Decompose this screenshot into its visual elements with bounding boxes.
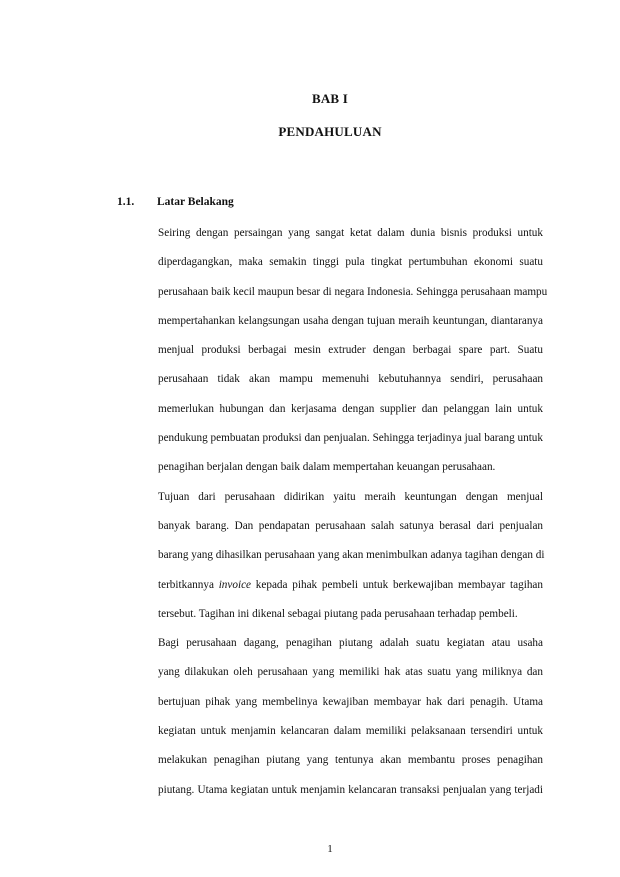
- section-heading: [117, 196, 234, 208]
- text-line: Bagi perusahaan dagang, penagihan piutang adalah suatu kegiatan atau usaha: [158, 637, 543, 650]
- text-line: menjual produksi berbagai mesin extruder dengan berbagai spare part. Suatu: [158, 344, 543, 357]
- page-number: 1: [327, 843, 333, 855]
- text-line: Tujuan dari perusahaan didirikan yaitu meraih keuntungan dengan menjual: [158, 490, 543, 503]
- text-line: piutang. Utama kegiatan untuk menjamin kelancaran transaksi penjualan yang terjadi: [158, 783, 543, 796]
- text-line: Seiring dengan persaingan yang sangat ketat dalam dunia bisnis produksi untuk: [158, 227, 543, 239]
- text-line: kegiatan untuk menjamin kelancaran dalam memiliki pelaksanaan tersendiri untuk: [158, 725, 543, 738]
- paragraph: [117, 219, 548, 483]
- section-title: Latar Belakang: [157, 196, 234, 208]
- text-line: bertujuan pihak yang membelinya kewajiban membayar hak dari penagih. Utama: [158, 695, 543, 708]
- chapter-heading: BAB I: [311, 91, 349, 106]
- paragraph: [117, 483, 543, 629]
- text-line: yang dilakukan oleh perusahaan yang memiliki hak atas suatu yang miliknya dan: [158, 666, 543, 679]
- text-line: banyak barang. Dan pendapatan perusahaan salah satunya berasal dari penjualan: [158, 519, 543, 532]
- paragraph: [117, 629, 543, 805]
- text-line: tersebut. Tagihan ini dikenal sebagai piutang pada perusahaan terhadap pembeli.: [158, 607, 518, 620]
- text-line: pendukung pembuatan produksi dan penjualan. Sehingga terjadinya jual barang untuk: [158, 432, 543, 445]
- text-line: penagihan berjalan dengan baik dalam mempertahan keuangan perusahaan.: [158, 461, 496, 474]
- text-line: terbitkannya invoice kepada pihak pembeli untuk berkewajiban membayar tagihan: [158, 578, 543, 591]
- text-line: diperdagangkan, maka semakin tinggi pula tingkat pertumbuhan ekonomi suatu: [158, 256, 543, 269]
- text-line: barang yang dihasilkan perusahaan yang akan menimbulkan adanya tagihan dengan di: [158, 549, 545, 562]
- body-text: [117, 219, 548, 805]
- text-line: perusahaan baik kecil maupun besar di negara Indonesia. Sehingga perusahaan mampu: [158, 285, 548, 298]
- text-line: mempertahankan kelangsungan usaha dengan tujuan meraih keuntungan, diantaranya: [158, 314, 543, 327]
- text-line: perusahaan tidak akan mampu memenuhi kebutuhannya sendiri, perusahaan: [158, 373, 543, 386]
- italic-term: invoice: [218, 578, 252, 591]
- section-number: 1.1.: [117, 196, 135, 208]
- text-line: melakukan penagihan piutang yang tentunya akan membantu proses penagihan: [158, 754, 543, 767]
- chapter-title: PENDAHULUAN: [278, 124, 382, 139]
- text-line: memerlukan hubungan dan kerjasama dengan supplier dan pelanggan lain untuk: [158, 402, 543, 415]
